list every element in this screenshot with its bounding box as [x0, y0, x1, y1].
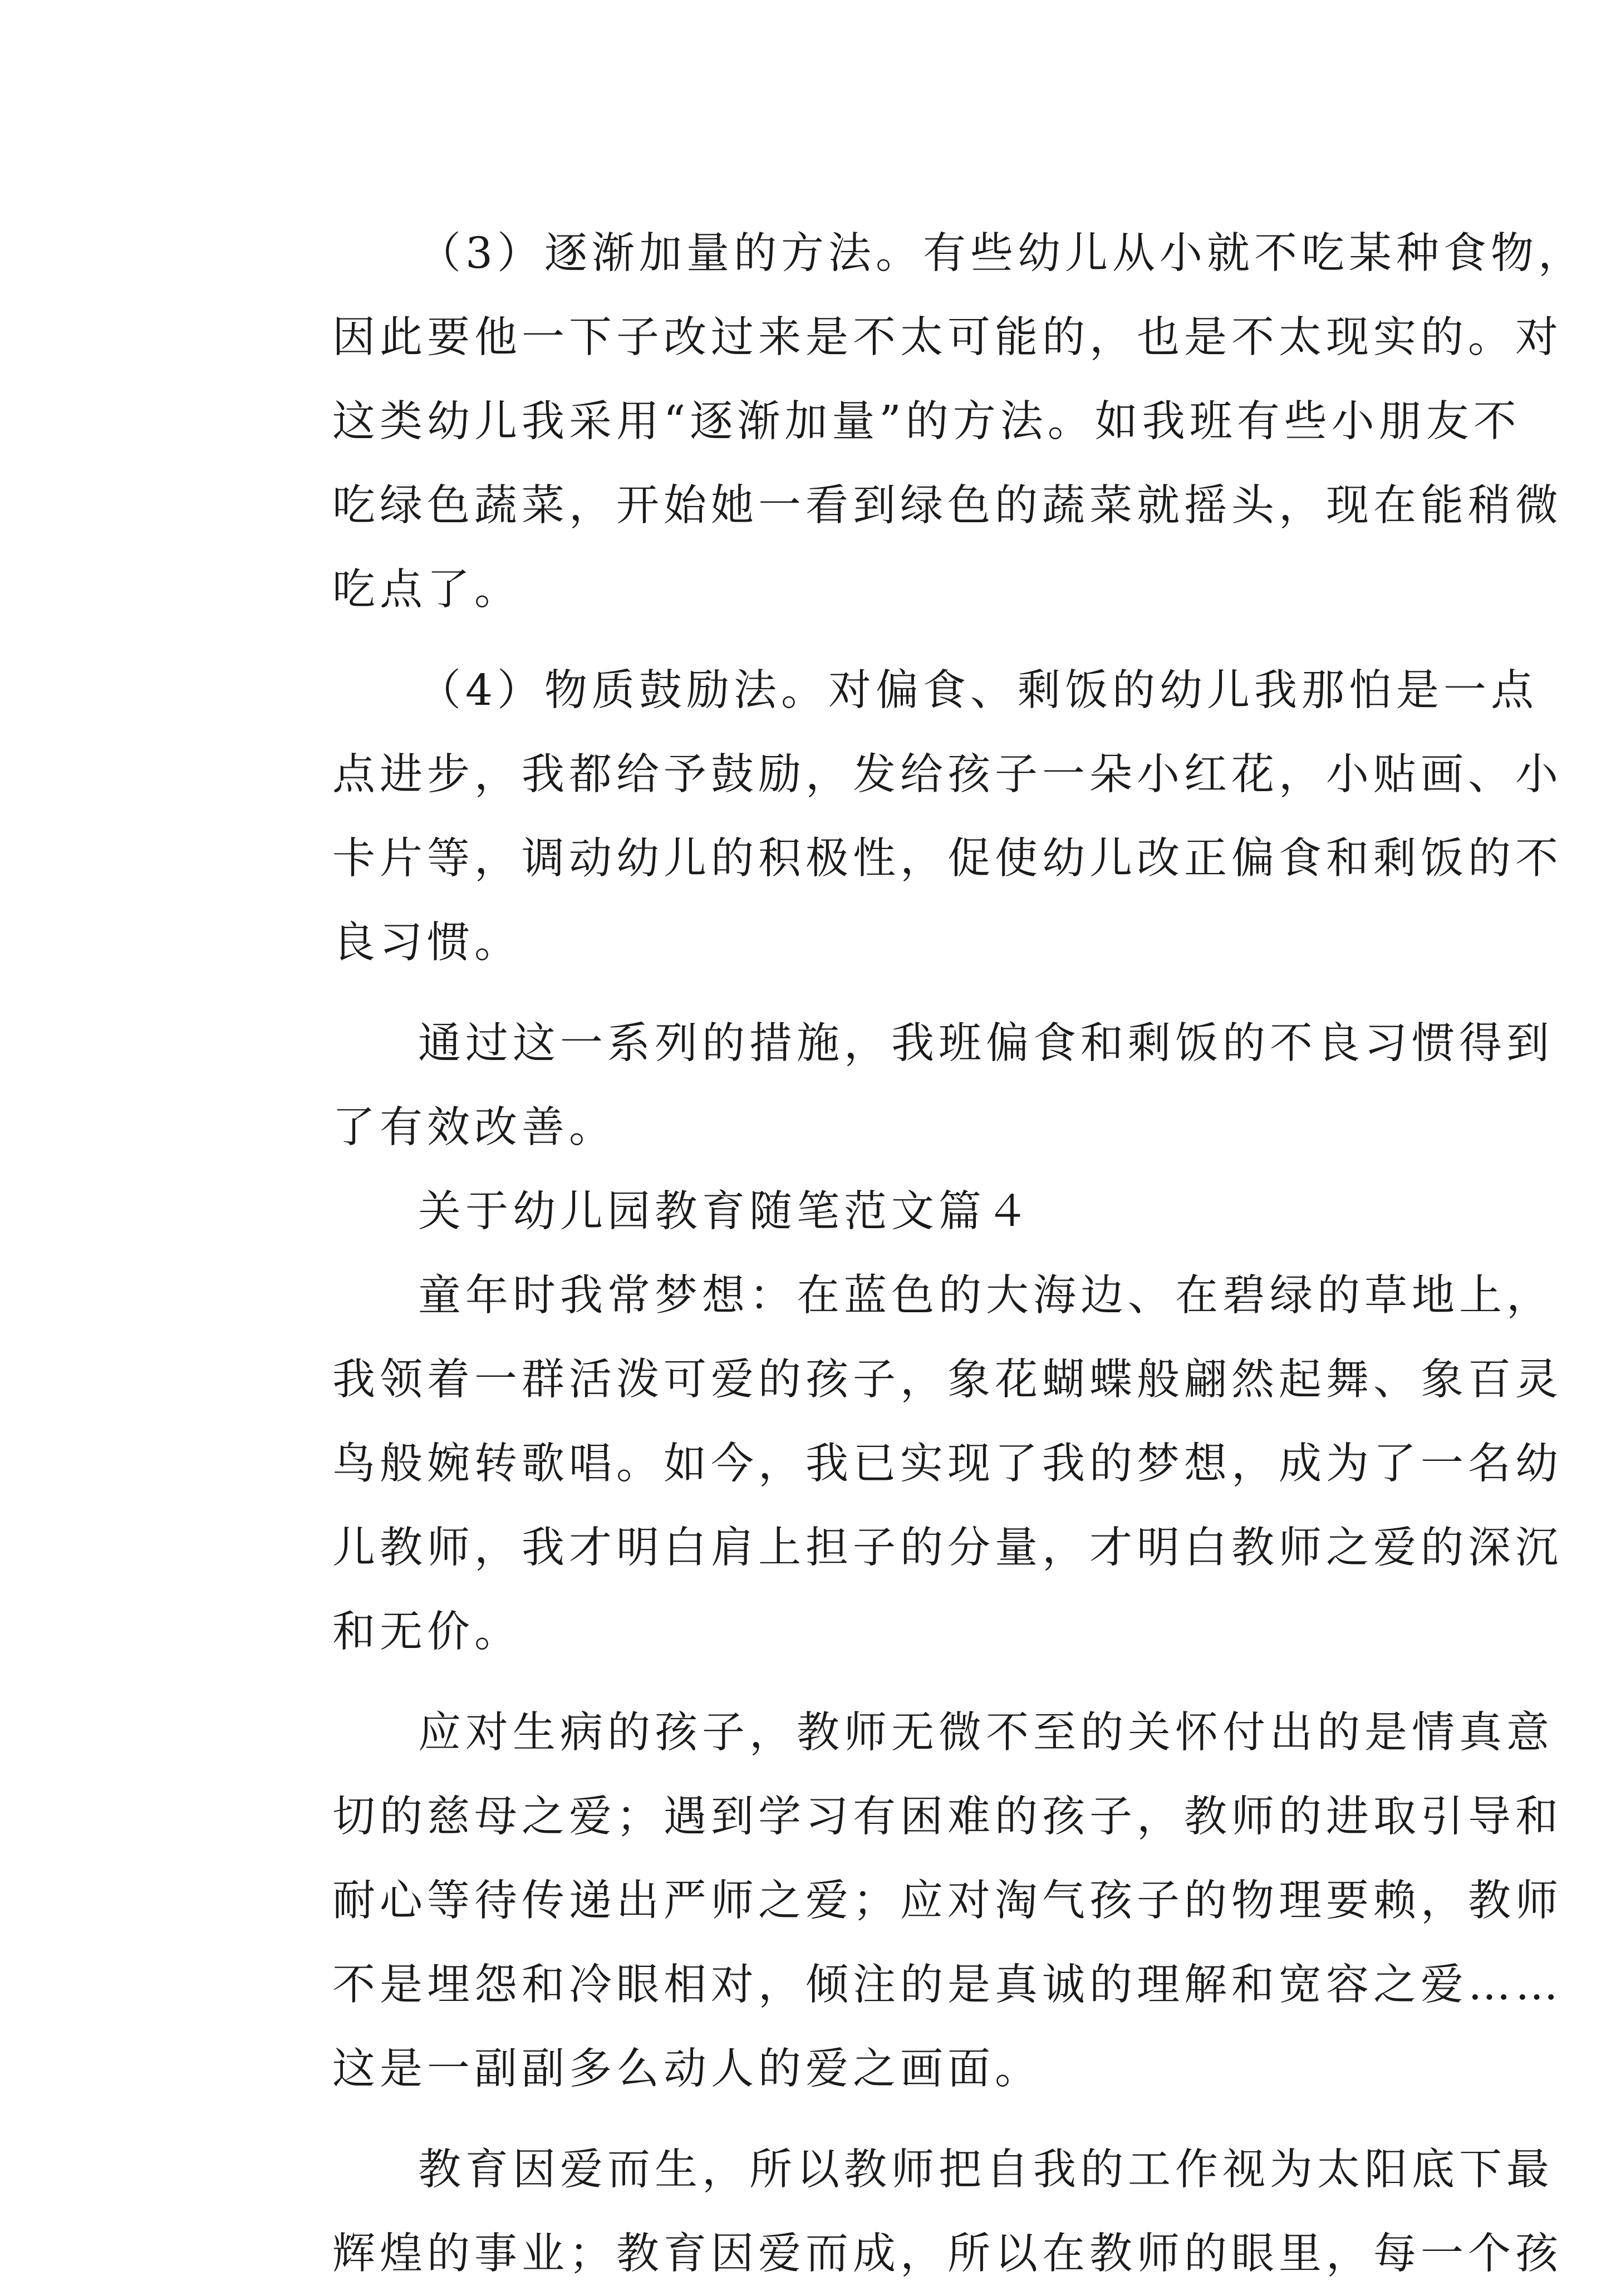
text-line: 耐心等待传递出严师之爱；应对淘气孩子的物理要赖，教师: [332, 1876, 1563, 1926]
text-line: 通过这一系列的措施，我班偏食和剩饭的不良习惯得到: [418, 1019, 1554, 1068]
text-line: （3）逐渐加量的方法。有些幼儿从小就不吃某种食物，: [418, 229, 1585, 278]
text-line: 因此要他一下子改过来是不太可能的，也是不太现实的。对: [332, 313, 1563, 362]
paragraph-childhood-dream: [247, 1254, 1563, 1674]
text-line: 点进步，我都给予鼓励，发给孩子一朵小红花，小贴画、小: [332, 750, 1563, 799]
text-line: 不是埋怨和冷眼相对，倾注的是真诚的理解和宽容之爱……: [332, 1960, 1563, 2010]
paragraph-material-reward: [247, 649, 1563, 985]
text-line: （4）物质鼓励法。对偏食、剩饭的幼儿我那怕是一点: [418, 666, 1538, 715]
text-line: 吃绿色蔬菜，开始她一看到绿色的蔬菜就摇头，现在能稍微: [332, 481, 1563, 531]
section-heading: [247, 1170, 1371, 1254]
paragraph-summary: [247, 1002, 1554, 1170]
paragraph-gradual-increase: [247, 212, 1585, 632]
paragraph-education-love: [247, 2128, 1563, 2296]
text-line: 这是一副副多么动人的爱之画面。: [332, 2044, 1042, 2094]
text-line: 儿教师，我才明白肩上担子的分量，才明白教师之爱的深沉: [332, 1523, 1563, 1573]
text-line: 和无价。: [332, 1607, 522, 1657]
paragraph-teacher-love: [247, 1691, 1563, 2111]
text-line: 教育因爱而生，所以教师把自我的工作视为太阳底下最: [418, 2145, 1554, 2195]
text-line: 这类幼儿我采用“逐渐加量”的方法。如我班有些小朋友不: [332, 397, 1521, 447]
heading-text: 关于幼儿园教育随笔范文篇４: [418, 1187, 1033, 1237]
text-line: 童年时我常梦想：在蓝色的大海边、在碧绿的草地上，: [418, 1271, 1554, 1321]
text-line: 吃点了。: [332, 565, 522, 615]
text-line: 辉煌的事业；教育因爱而成，所以在教师的眼里，每一个孩: [332, 2229, 1563, 2279]
text-line: 卡片等，调动幼儿的积极性，促使幼儿改正偏食和剩饭的不: [332, 834, 1563, 884]
text-line: 良习惯。: [332, 918, 522, 968]
text-line: 应对生病的孩子，教师无微不至的关怀付出的是情真意: [418, 1708, 1554, 1758]
text-line: 鸟般婉转歌唱。如今，我已实现了我的梦想，成为了一名幼: [332, 1439, 1563, 1489]
text-line: 切的慈母之爱；遇到学习有困难的孩子，教师的进取引导和: [332, 1792, 1563, 1842]
text-line: 了有效改善。: [332, 1103, 616, 1152]
document-body: [247, 212, 1585, 2296]
text-line: 我领着一群活泼可爱的孩子，象花蝴蝶般翩然起舞、象百灵: [332, 1355, 1563, 1405]
